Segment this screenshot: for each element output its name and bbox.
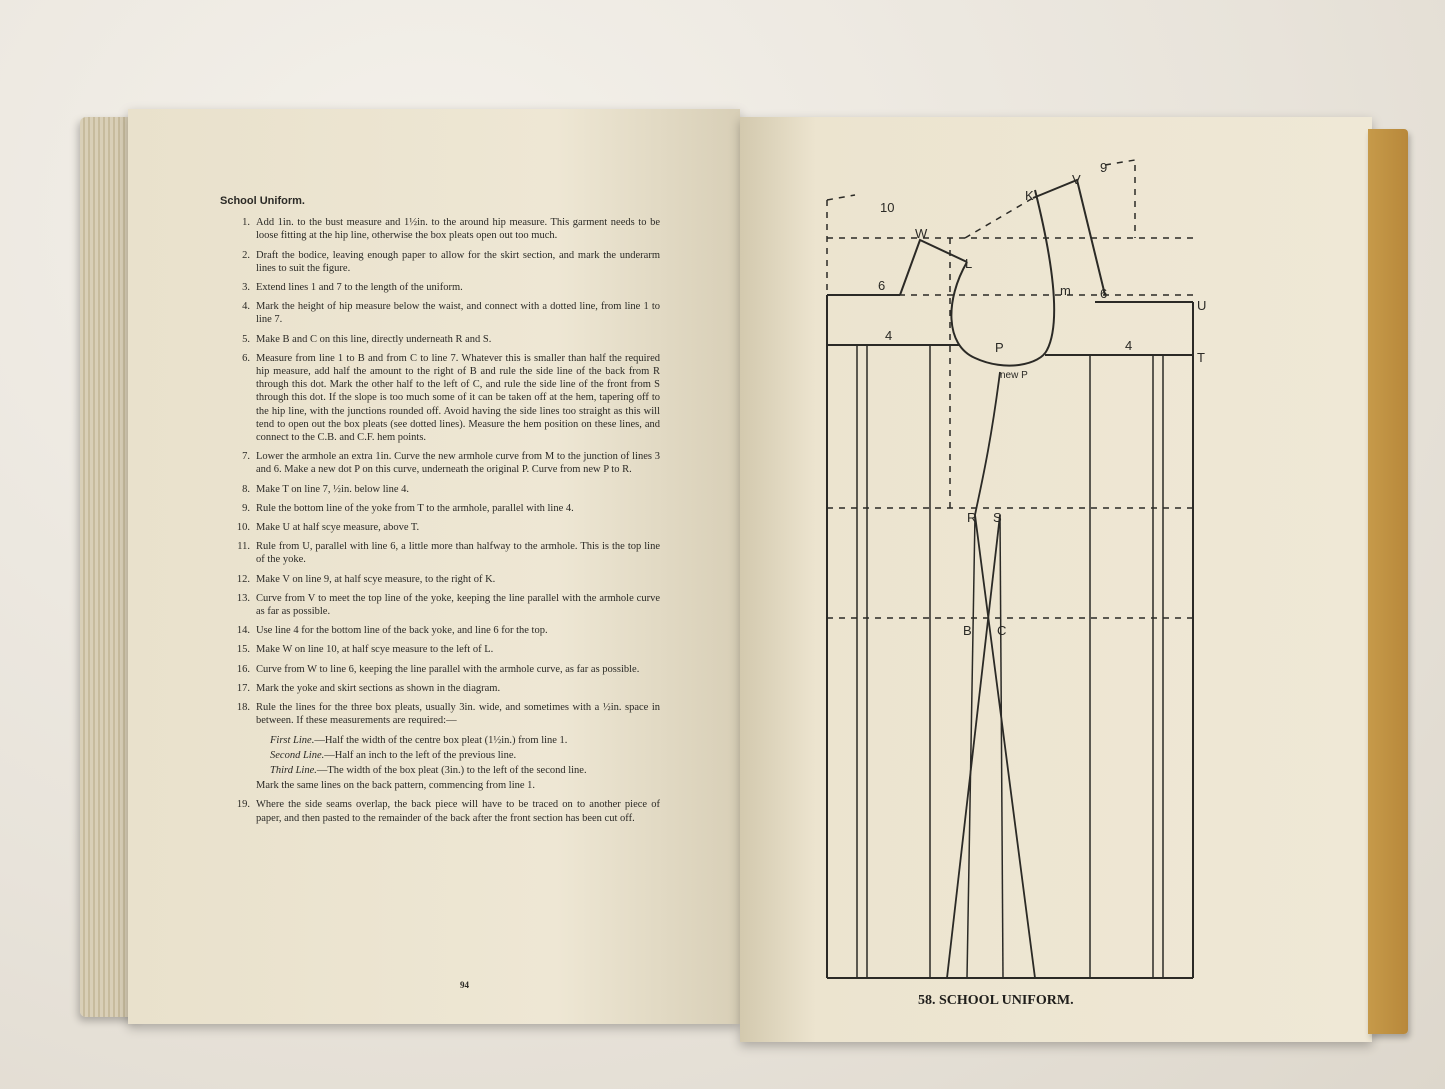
label-6a: 6 — [878, 278, 886, 293]
pleat-line-item — [220, 764, 660, 777]
step-text: Lower the armhole an extra 1in. Curve the new armhole curve from M to the junction of lines 3 and 6. Make a new dot P on this curve, underneath the original P. Curve from new P to R. — [256, 451, 660, 476]
step-text: Mark the yoke and skirt sections as shown in the diagram. — [256, 682, 501, 694]
label-m: m — [1060, 283, 1071, 298]
step-number: 8. — [242, 483, 250, 495]
label-b: B — [963, 623, 972, 638]
label-10: 10 — [880, 200, 895, 215]
dotted-line — [827, 195, 855, 200]
section-heading: School Uniform. — [220, 195, 305, 207]
step-text: Extend lines 1 and 7 to the length of the uniform. — [256, 282, 463, 294]
label-c: C — [997, 623, 1007, 638]
pleat-line-text: —Half the width of the centre box pleat (1½in.) from line 1. — [314, 734, 568, 746]
pleat-line-item — [220, 734, 660, 747]
step-text: Make V on line 9, at half scye measure, to the right of K. — [256, 573, 496, 585]
step-number: 2. — [242, 249, 250, 261]
pattern-line — [1000, 515, 1003, 978]
pleat-line-label: First Line. — [270, 734, 315, 746]
step-number: 18. — [236, 702, 250, 714]
label-p: P — [995, 340, 1004, 355]
step-text: Mark the height of hip measure below the waist, and connect with a dotted line, from line 1 to line 7. — [256, 301, 660, 326]
step-item — [220, 592, 660, 618]
label-u: U — [1197, 298, 1207, 313]
step-item — [220, 540, 660, 566]
pleat-line-label: Second Line. — [270, 749, 325, 761]
step-text: Rule the bottom line of the yoke from T to the armhole, parallel with line 4. — [256, 502, 574, 514]
step-text: Make T on line 7, ½in. below line 4. — [256, 483, 410, 495]
step-number: 7. — [242, 451, 250, 463]
step-number: 9. — [242, 502, 250, 514]
dotted-line — [1105, 160, 1135, 165]
step-number: 10. — [236, 522, 250, 534]
step-number: 14. — [236, 625, 250, 637]
step-item — [220, 450, 660, 476]
instructions-text — [220, 195, 660, 831]
step-number: 6. — [242, 352, 250, 364]
side-seam-back — [975, 372, 1035, 978]
step-item — [220, 502, 660, 515]
step-item — [220, 643, 660, 656]
step-item — [220, 483, 660, 496]
label-v: V — [1072, 172, 1081, 187]
step-number: 11. — [237, 541, 250, 553]
step-item — [220, 281, 660, 294]
label-4b: 4 — [1125, 338, 1133, 353]
step-item — [220, 798, 660, 824]
step-item — [220, 333, 660, 346]
step-item — [220, 521, 660, 534]
label-9: 9 — [1100, 160, 1108, 175]
step-text: Curve from W to line 6, keeping the line parallel with the armhole curve, as far as possible. — [256, 663, 640, 675]
back-cover-edge — [1368, 129, 1408, 1034]
step-item — [220, 216, 660, 242]
step-item — [220, 300, 660, 326]
step-number: 12. — [236, 573, 250, 585]
step-text: Use line 4 for the bottom line of the back yoke, and line 6 for the top. — [256, 625, 548, 637]
step-number: 15. — [236, 644, 250, 656]
label-4a: 4 — [885, 328, 893, 343]
label-new-p: new P — [1000, 370, 1028, 381]
steps-list — [220, 216, 660, 825]
label-l: L — [965, 256, 973, 271]
step-item — [220, 249, 660, 275]
step-item — [220, 682, 660, 695]
label-r: R — [967, 510, 977, 525]
step-number: 13. — [236, 592, 250, 604]
step-item — [220, 624, 660, 637]
step-text: Measure from line 1 to B and from C to line 7. Whatever this is smaller than half the required hip measure, add half the amount to the right of B and rule the side line of the back from R through this dot. Mark the other half to the left of C, and rule the side line of the front from S through this dot. If the slope is too much some of it can be taken off at the hem, tapering off to the hip line, with the junctions rounded off. Avoid having the side lines too straight as this will tend to open out the box pleats (see dotted lines). Measure the hem position on these lines, and connect to the C.B. and C.F. hem points. — [256, 352, 660, 444]
label-w: W — [915, 226, 928, 241]
step-number: 1. — [242, 217, 250, 229]
dotted-line — [965, 198, 1033, 238]
step-text: Rule the lines for the three box pleats, usually 3in. wide, and sometimes with a ½in. space in between. If these measurements are required:— — [256, 702, 660, 727]
step-item — [220, 352, 660, 444]
page-number: 94 — [460, 980, 469, 990]
step-number: 19. — [236, 799, 250, 811]
step-item — [220, 573, 660, 586]
step-number: 3. — [242, 282, 250, 294]
step-item — [220, 701, 660, 727]
back-shoulder — [900, 240, 967, 295]
step-item — [220, 663, 660, 676]
pleat-line-text: —Half an inch to the left of the previous line. — [324, 749, 517, 761]
step-number: 4. — [242, 301, 250, 313]
step-number: 5. — [242, 333, 250, 345]
step-text: Draft the bodice, leaving enough paper to allow for the skirt section, and mark the underarm lines to suit the figure. — [256, 249, 660, 274]
pleat-line-text: —The width of the box pleat (3in.) to the left of the second line. — [316, 764, 587, 776]
step-text: Where the side seams overlap, the back piece will have to be traced on to another piece of paper, and then pasted to the remainder of the back after the front section has been cut off. — [256, 799, 660, 824]
pattern-diagram — [735, 150, 1215, 1020]
step-number: 16. — [236, 663, 250, 675]
label-s: S — [993, 510, 1002, 525]
step-text: Add 1in. to the bust measure and 1½in. to the around hip measure. This garment needs to be loose fitting at the hip line, otherwise the box pleats open out too much. — [256, 217, 660, 242]
step-text: Make U at half scye measure, above T. — [256, 522, 420, 534]
pleat-line-item — [220, 749, 660, 762]
step-text: Make W on line 10, at half scye measure to the left of L. — [256, 644, 494, 656]
step-text: Make B and C on this line, directly underneath R and S. — [256, 333, 492, 345]
label-t: T — [1197, 350, 1205, 365]
step-number: 17. — [236, 682, 250, 694]
figure-caption: 58. SCHOOL UNIFORM. — [918, 993, 1074, 1008]
pleat-line-label: Third Line. — [270, 764, 317, 776]
label-6b: 6 — [1100, 286, 1108, 301]
step-text: Curve from V to meet the top line of the yoke, keeping the line parallel with the armhole curve as far as possible. — [256, 592, 660, 618]
step-text: Rule from U, parallel with line 6, a little more than halfway to the armhole. This is the top line of the yoke. — [256, 541, 660, 566]
pleat-note: Mark the same lines on the back pattern, commencing from line 1. — [256, 780, 536, 792]
label-k: K — [1025, 188, 1034, 203]
